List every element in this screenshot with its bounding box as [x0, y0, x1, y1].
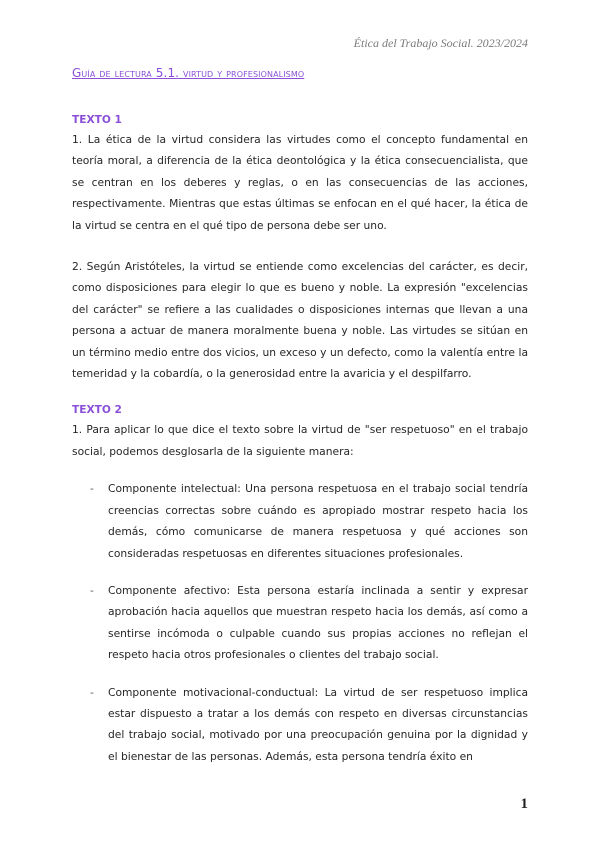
paragraph: 1. La ética de la virtud considera las virtudes como el concepto fundamental en teoría moral, a diferencia de la ética deontológica y la ética consecuencialista, que se centran en los deberes y reglas, o en las consecuencias de las acciones, respectivamente. Mientras que estas últimas se enfocan en el qué hacer, la ética de la virtud se centra en el qué tipo de persona debe ser uno. — [72, 133, 528, 232]
list-item-text: Componente intelectual: Una persona respetuosa en el trabajo social tendría creencias correctas sobre cuándo es apropiado mostrar respeto hacia los demás, cómo comunicarse de manera respetuosa y qué acciones son consideradas respetuosas en diferentes situaciones profesionales. — [108, 482, 528, 560]
document-title: Guía de lectura 5.1. virtud y profesionalismo — [72, 66, 305, 80]
bullet-dash: - — [90, 482, 94, 496]
paragraph: 2. Según Aristóteles, la virtud se entiende como excelencias del carácter, es decir, como disposiciones para elegir lo que es bueno y noble. La expresión "excelencias del carácter" se refiere a las cualidades o disposiciones internas que llevan a una persona a actuar de manera moralmente buena y noble. Las virtudes se sitúan en un término medio entre dos vicios, un exceso y un defecto, como la valentía entre la temeridad y la cobardía, o la generosidad entre la avaricia y el despilfarro. — [72, 260, 528, 381]
running-header: Ética del Trabajo Social. 2023/2024 — [353, 36, 528, 50]
section-label-texto-1: TEXTO 1 — [72, 114, 122, 126]
list-item — [72, 682, 528, 768]
list-item-text: Componente afectivo: Esta persona estaría inclinada a sentir y expresar aprobación hacia aquellos que muestran respeto hacia los demás, así como a sentirse incómoda o culpable cuando sus propias acciones no reflejan el respeto hacia otros profesionales o clientes del trabajo social. — [108, 583, 528, 662]
paragraph-intro: 1. Para aplicar lo que dice el texto sobre la virtud de "ser respetuoso" en el trabajo social, podemos desglosarla de la siguiente manera: — [72, 423, 528, 458]
list-item — [72, 478, 528, 564]
bullet-dash: - — [90, 685, 94, 699]
page-number: 1 — [520, 796, 528, 812]
bullet-dash: - — [90, 583, 94, 597]
document-body — [72, 66, 528, 767]
list-item — [72, 580, 528, 666]
section-label-texto-2: TEXTO 2 — [72, 404, 122, 417]
list-item-text: Componente motivacional-conductual: La virtud de ser respetuoso implica estar dispuesto a tratar a los demás con respeto en diversas circunstancias del trabajo social, motivado por una preocupación genuina por la dignidad y el bienestar de las personas. Además, esta persona tendría éxito en — [108, 685, 528, 763]
